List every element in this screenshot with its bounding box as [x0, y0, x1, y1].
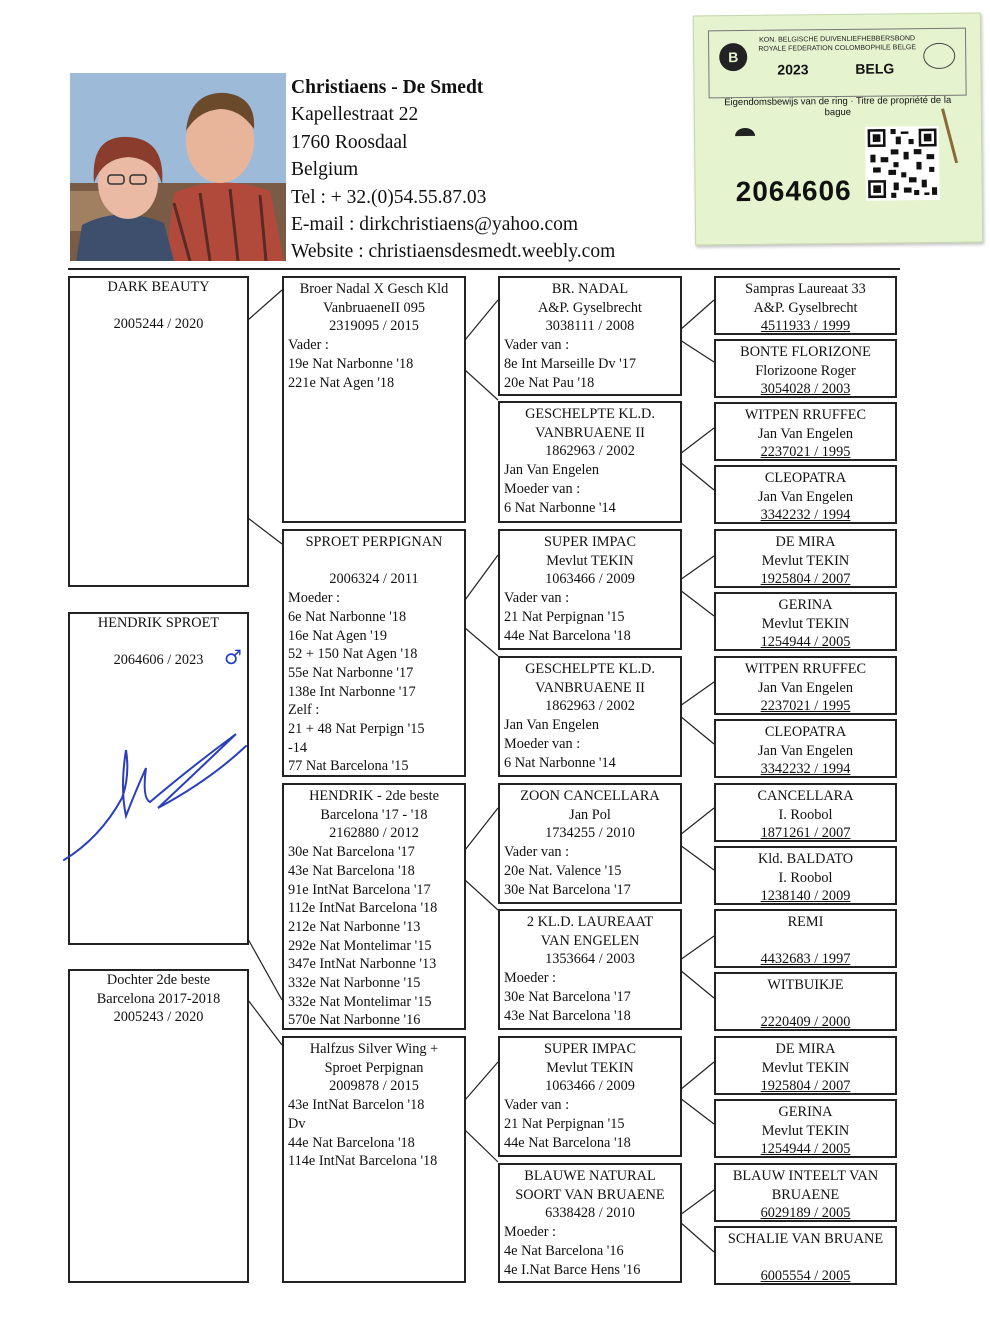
pigeon-info-line: 3342232 / 1994: [760, 761, 851, 778]
pigeon-info-line: 1254944 / 2005: [760, 1141, 851, 1158]
pigeon-name: Sampras Laureaat 33: [745, 281, 866, 297]
pigeon-info-line: 138e Int Narbonne '17: [288, 683, 416, 700]
pigeon-name: SUPER IMPAC: [543, 1041, 637, 1057]
phone: Tel : + 32.(0)54.55.87.03: [291, 186, 487, 208]
gen4-pigeon-box: [714, 719, 897, 778]
pigeon-info-line: I. Roobol: [778, 806, 833, 823]
pigeon-name: CANCELLARA: [757, 788, 854, 804]
pigeon-info-line: Jan Van Engelen: [504, 717, 600, 734]
gen4-pigeon-box: [714, 465, 897, 524]
pigeon-info-line: 52 + 150 Nat Agen '18: [288, 646, 418, 663]
pigeon-info-line: Jan Van Engelen: [504, 462, 600, 479]
gen3-pigeon-box: [498, 656, 682, 777]
pigeon-info-line: A&P. Gyselbrecht: [537, 299, 643, 316]
pigeon-info-line: 30e Nat Barcelona '17: [288, 844, 415, 861]
gen4-pigeon-box: [714, 402, 897, 461]
pigeon-info-line: [720, 1249, 891, 1268]
pigeon-info-line: 2237021 / 1995: [760, 698, 851, 715]
pigeon-info-line: [288, 552, 460, 571]
pigeon-info-line: 1925804 / 2007: [760, 1078, 851, 1095]
gen1-pigeon-box: [68, 276, 249, 587]
pigeon-info-line: Jan Van Engelen: [757, 679, 854, 696]
pigeon-info-line: 43e Nat Barcelona '18: [288, 862, 415, 879]
pigeon-name: BONTE FLORIZONE: [740, 344, 871, 360]
pigeon-info-line: 44e Nat Barcelona '18: [504, 1134, 631, 1151]
breeder-name: Christiaens - De Smedt: [291, 77, 484, 98]
pigeon-info-line: Barcelona '17 - '18: [320, 806, 428, 823]
pigeon-info-line: 2064606 / 2023: [113, 652, 204, 669]
pigeon-name: Dochter 2de beste: [106, 972, 211, 988]
website: Website : christiaensdesmedt.weebly.com: [291, 241, 616, 263]
pigeon-info-line: [720, 932, 891, 951]
pigeon-info-line: Moeder :: [288, 590, 341, 607]
pigeon-info-line: 6e Nat Narbonne '18: [288, 608, 407, 625]
pigeon-info-line: Vader van :: [504, 1097, 570, 1114]
pigeon-info-line: 30e Nat Barcelona '17: [504, 881, 631, 898]
pigeon-info-line: 91e IntNat Barcelona '17: [288, 881, 431, 898]
gen4-pigeon-box: [714, 972, 897, 1031]
pigeon-info-line: Jan Pol: [569, 806, 611, 823]
gen4-pigeon-box: [714, 1099, 897, 1158]
pigeon-info-line: VAN ENGELEN: [540, 932, 640, 949]
pigeon-info-line: 347e IntNat Narbonne '13: [288, 956, 437, 973]
pigeon-info-line: 2009878 / 2015: [329, 1078, 419, 1095]
pigeon-info-line: 16e Nat Agen '19: [288, 627, 388, 644]
pigeon-info-line: 6005554 / 2005: [760, 1268, 851, 1285]
pigeon-info-line: 1063466 / 2009: [545, 571, 635, 588]
pigeon-info-line: 6 Nat Narbonne '14: [504, 754, 616, 771]
pigeon-info-line: 1063466 / 2009: [545, 1078, 635, 1095]
pigeon-info-line: 112e IntNat Barcelona '18: [288, 900, 438, 917]
pigeon-info-line: Vader van :: [504, 590, 570, 607]
pigeon-info-line: Mevlut TEKIN: [761, 552, 850, 569]
pigeon-info-line: Moeder van :: [504, 480, 581, 497]
gen4-pigeon-box: [714, 276, 897, 335]
pigeon-name: GERINA: [778, 1104, 833, 1120]
pigeon-info-line: VanbruaeneII 095: [322, 299, 426, 316]
pigeon-info-line: 332e Nat Montelimar '15: [288, 993, 432, 1010]
pigeon-info-line: 212e Nat Narbonne '13: [288, 918, 421, 935]
gen4-pigeon-box: [714, 592, 897, 651]
email: E-mail : dirkchristiaens@yahoo.com: [291, 214, 579, 236]
pigeon-name: BLAUW INTEELT VAN: [732, 1168, 879, 1184]
pigeon-name: WITPEN RRUFFEC: [744, 407, 867, 423]
gen4-pigeon-box: [714, 846, 897, 905]
pigeon-info-line: Vader :: [288, 337, 329, 354]
country: Belgium: [291, 159, 359, 181]
pigeon-info-line: 2005243 / 2020: [113, 1009, 204, 1026]
pigeon-name: Broer Nadal X Gesch Kld: [299, 281, 449, 297]
pigeon-info-line: 2220409 / 2000: [760, 1014, 851, 1031]
pigeon-info-line: 570e Nat Narbonne '16: [288, 1012, 421, 1029]
pigeon-info-line: 43e Nat Barcelona '18: [504, 1007, 631, 1024]
pigeon-info-line: VANBRUAENE II: [535, 679, 645, 696]
pigeon-info-line: [720, 995, 891, 1014]
pigeon-info-line: VANBRUAENE II: [535, 424, 645, 441]
pigeon-name: DE MIRA: [775, 1041, 836, 1057]
gen3-pigeon-box: [498, 783, 682, 904]
pigeon-info-line: Moeder van :: [504, 735, 581, 752]
pigeon-info-line: Dv: [288, 1115, 306, 1132]
pigeon-info-line: Mevlut TEKIN: [546, 552, 634, 569]
pigeon-name: BLAUWE NATURAL: [524, 1168, 656, 1184]
ring-number: 2064606: [735, 174, 852, 208]
pigeon-info-line: 77 Nat Barcelona '15: [288, 758, 409, 775]
pigeon-info-line: 1925804 / 2007: [760, 571, 851, 588]
pigeon-info-line: 6029189 / 2005: [760, 1205, 851, 1222]
federation-name-nl: KON. BELGISCHE DUIVENLIEFHEBBERSBOND: [759, 35, 916, 44]
gen3-pigeon-box: [498, 529, 682, 650]
ring-card-caption: Eigendomsbewijs van de ring · Titre de propriété de la bague: [724, 94, 952, 119]
gen4-pigeon-box: [714, 1163, 897, 1222]
pigeon-info-line: 1871261 / 2007: [760, 825, 851, 842]
gen4-pigeon-box: [714, 529, 897, 588]
pigeon-info-line: Sproet Perpignan: [324, 1059, 424, 1076]
federation-logo-icon: B: [719, 43, 747, 71]
pigeon-info-line: -14: [288, 739, 308, 756]
pigeon-info-line: Mevlut TEKIN: [546, 1059, 634, 1076]
gen2-pigeon-box: [282, 1036, 466, 1283]
pigeon-name: BR. NADAL: [551, 281, 629, 297]
pigeon-info-line: Zelf :: [288, 702, 320, 719]
pigeon-info-line: 8e Int Marseille Dv '17: [504, 355, 637, 372]
gen2-pigeon-box: [282, 529, 466, 777]
pigeon-info-line: 4432683 / 1997: [760, 951, 851, 968]
pigeon-info-line: 4e Nat Barcelona '16: [504, 1242, 624, 1259]
ring-country-code: BELG: [855, 60, 895, 77]
pigeon-name: Halfzus Silver Wing +: [309, 1041, 439, 1057]
gen4-pigeon-box: [714, 783, 897, 842]
male-symbol-icon: ♂: [224, 645, 242, 669]
pigeon-info-line: 4511933 / 1999: [760, 318, 851, 335]
gen4-pigeon-box: [714, 1226, 897, 1285]
pigeon-info-line: Jan Van Engelen: [757, 488, 854, 505]
pigeon-info-line: Barcelona 2017-2018: [96, 990, 221, 1007]
pigeon-info-line: 19e Nat Narbonne '18: [288, 355, 414, 372]
pigeon-name: WITBUIKJE: [767, 977, 844, 993]
pigeon-info-line: [74, 297, 243, 316]
pigeon-info-line: Mevlut TEKIN: [761, 615, 850, 632]
pigeon-info-line: 1353664 / 2003: [545, 951, 635, 968]
pigeon-name: SUPER IMPAC: [543, 534, 637, 550]
pigeon-info-line: 2162880 / 2012: [329, 825, 419, 842]
pigeon-info-line: Jan Van Engelen: [757, 742, 854, 759]
pigeon-info-line: 20e Nat Pau '18: [504, 374, 595, 391]
pigeon-info-line: Moeder :: [504, 1224, 557, 1241]
federation-name-fr: ROYALE FEDERATION COLOMBOPHILE BELGE: [758, 44, 917, 53]
pigeon-info-line: 114e IntNat Barcelona '18: [288, 1153, 438, 1170]
pigeon-info-line: 44e Nat Barcelona '18: [288, 1134, 415, 1151]
pigeon-info-line: 1254944 / 2005: [760, 634, 851, 651]
gen2-pigeon-box: [282, 783, 466, 1030]
pigeon-name: DE MIRA: [775, 534, 836, 550]
gen3-pigeon-box: [498, 1163, 682, 1283]
gen3-pigeon-box: [498, 909, 682, 1030]
pigeon-info-line: I. Roobol: [778, 869, 833, 886]
pigeon-name: GERINA: [778, 597, 833, 613]
city: 1760 Roosdaal: [291, 131, 408, 153]
pigeon-info-line: Moeder :: [504, 970, 557, 987]
gen3-pigeon-box: [498, 401, 682, 523]
pigeon-info-line: 43e IntNat Barcelon '18: [288, 1097, 425, 1114]
pigeon-info-line: 44e Nat Barcelona '18: [504, 627, 631, 644]
pigeon-name: DARK BEAUTY: [107, 279, 210, 295]
handwritten-signature: [60, 728, 250, 868]
pigeon-info-line: 1734255 / 2010: [545, 825, 635, 842]
pigeon-info-line: BRUAENE: [771, 1186, 840, 1203]
pigeon-name: SPROET PERPIGNAN: [305, 534, 443, 550]
pigeon-info-line: 21 Nat Perpignan '15: [504, 608, 625, 625]
pigeon-info-line: 20e Nat. Valence '15: [504, 862, 622, 879]
pigeon-name: CLEOPATRA: [764, 470, 847, 486]
pigeon-info-line: 3054028 / 2003: [760, 381, 851, 398]
pigeon-name: WITPEN RRUFFEC: [744, 661, 867, 677]
pigeon-info-line: Florizoone Roger: [755, 362, 856, 379]
pigeon-info-line: 30e Nat Barcelona '17: [504, 988, 631, 1005]
pigeon-name: HENDRIK - 2de beste: [309, 788, 439, 804]
pigeon-info-line: 3038111 / 2008: [545, 318, 635, 335]
pigeon-name: 2 KL.D. LAUREAAT: [526, 914, 654, 930]
pigeon-info-line: 2006324 / 2011: [329, 571, 419, 588]
pigeon-info-line: [74, 633, 243, 652]
pigeon-info-line: 2319095 / 2015: [329, 318, 419, 335]
pigeon-info-line: Vader van :: [504, 337, 570, 354]
pigeon-info-line: 4e I.Nat Barce Hens '16: [504, 1261, 641, 1278]
pigeon-info-line: 55e Nat Narbonne '17: [288, 664, 414, 681]
pigeon-info-line: 1862963 / 2002: [545, 698, 635, 715]
gen1-pigeon-box: [68, 969, 249, 1283]
pigeon-name: REMI: [787, 914, 824, 930]
pigeon-info-line: 3342232 / 1994: [760, 507, 851, 524]
pigeon-info-line: 1862963 / 2002: [545, 443, 635, 460]
pigeon-info-line: 21 + 48 Nat Perpign '15: [288, 721, 425, 738]
pigeon-info-line: SOORT VAN BRUAENE: [515, 1186, 665, 1203]
gen2-pigeon-box: [282, 276, 466, 523]
street-address: Kapellestraat 22: [291, 104, 419, 126]
pigeon-info-line: 2237021 / 1995: [760, 444, 851, 461]
gen4-pigeon-box: [714, 339, 897, 398]
gen3-pigeon-box: [498, 1036, 682, 1157]
pigeon-name: GESCHELPTE KL.D.: [525, 406, 655, 422]
pigeon-name: Kld. BALDATO: [757, 851, 854, 867]
pigeon-info-line: 1238140 / 2009: [760, 888, 851, 905]
pigeon-name: SCHALIE VAN BRUANE: [727, 1231, 884, 1247]
gen4-pigeon-box: [714, 1036, 897, 1095]
pigeon-name: CLEOPATRA: [764, 724, 847, 740]
pigeon-name: GESCHELPTE KL.D.: [525, 661, 655, 677]
gen3-pigeon-box: [498, 276, 682, 396]
pigeon-name: ZOON CANCELLARA: [520, 788, 660, 804]
gen4-pigeon-box: [714, 909, 897, 968]
pigeon-info-line: 21 Nat Perpignan '15: [504, 1115, 625, 1132]
pigeon-info-line: Mevlut TEKIN: [761, 1059, 850, 1076]
pigeon-info-line: 332e Nat Narbonne '15: [288, 975, 421, 992]
pigeon-info-line: 6 Nat Narbonne '14: [504, 499, 616, 516]
pigeon-info-line: 221e Nat Agen '18: [288, 374, 395, 391]
pigeon-info-line: A&P. Gyselbrecht: [753, 299, 858, 316]
gen4-pigeon-box: [714, 656, 897, 715]
pigeon-info-line: Jan Van Engelen: [757, 425, 854, 442]
pigeon-name: HENDRIK SPROET: [97, 615, 220, 631]
pigeon-info-line: 6338428 / 2010: [545, 1205, 635, 1222]
pigeon-info-line: 2005244 / 2020: [113, 316, 204, 333]
ring-year: 2023: [777, 61, 809, 78]
pigeon-info-line: 292e Nat Montelimar '15: [288, 937, 432, 954]
pigeon-info-line: Mevlut TEKIN: [761, 1122, 850, 1139]
pigeon-info-line: Vader van :: [504, 844, 570, 861]
